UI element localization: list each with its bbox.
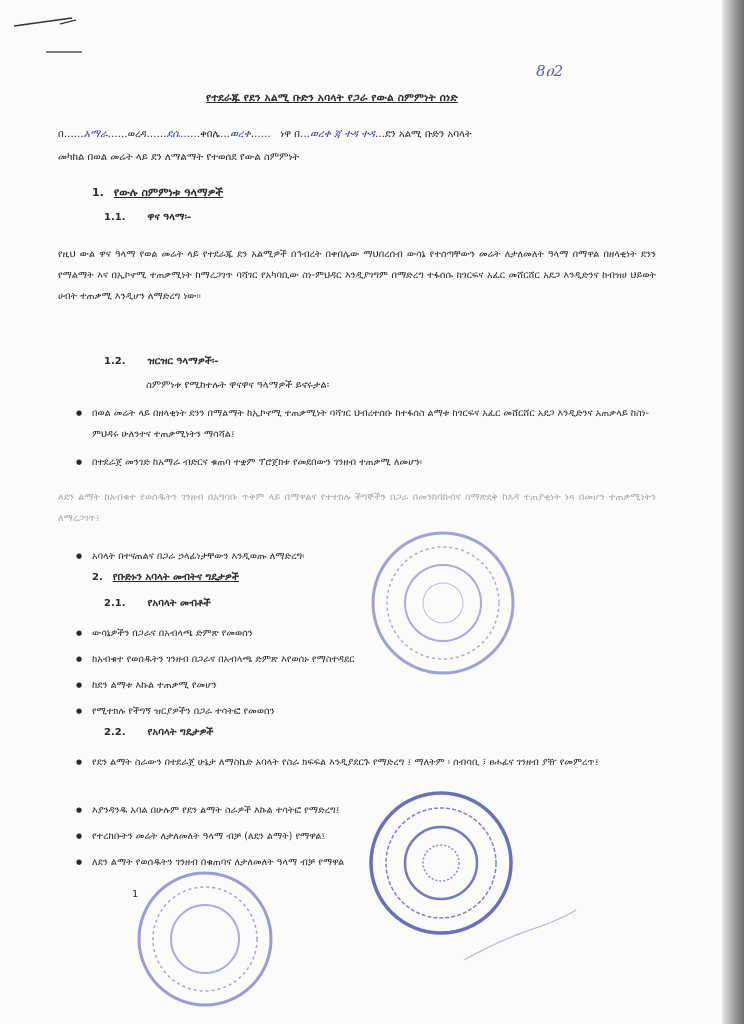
subsection-2-1-heading: 2.1. የአባላት መብቶች [104, 598, 211, 609]
document-title: የተደራጁ የደን አልሚ ቡድን አባላት የጋራ የውል ስምምነት ሰነድ [206, 92, 458, 104]
page-number: 1 [132, 889, 139, 900]
list-item: ● የሚተክሉ የችግኝ ዝርያዎችን በጋራ ተሳትፎ የመወሰን [76, 701, 672, 722]
objectives-lead: ስምምነቱ የሚከተሉት ዋናዋና ዓላማዎች ይኖሩታል፡ [146, 380, 330, 391]
pen-scribble [10, 10, 90, 60]
stamp-seal-3 [134, 868, 276, 1010]
subsection-1-1-heading: 1.1. ዋና ዓላማ፡- [104, 212, 192, 223]
faded-paragraph: ለደን ልማት ከአብቁተ የወሰዱትን ገንዘብ በአግባቡ ጥቅም ላይ በማዋልና የተተከሉ ችግኞችን በጋራ በመንከባከብና በማጽደቅ ከእዳ ተጠያቂነት ነጻ በመሆን ተጠቃሚነትን ለማረጋገጥ፤ [58, 492, 656, 524]
signature-stroke [460, 900, 580, 970]
intro-line-1: በ……አማራ……ወረዳ……ደሴ……ቀበሌ…ወረቀ…… ነዋ በ…ወረቀ ጃ ተዳ ተዳ…ደን አልሚ ቡድን አባላት [58, 128, 472, 140]
filled-woreda: ደሴ [166, 128, 181, 140]
list-item: ● የተረከቡትን መሬት ለታለመለት ዓላማ ብቻ (ለደን ልማት) የማዋል፤ [76, 826, 672, 847]
list-item: ● ከአብቁተ የወሰዱትን ገንዘብ በጋራና በአብላጫ ድምጽ እየወሰኑ የማስተዳደር [76, 649, 672, 670]
scan-edge-shadow [722, 0, 744, 1024]
list-item: ● በወል መሬት ላይ በዘላቂነት ደንን በማልማት ከኢኮኖሚ ተጠቃሚነት ባሻገር ህብረተሰቡ ከተፋሰስ ልማቱ ከጎርፍና አፈር መሸርሸር አደጋ እንዲድንና አጠቃላይ ከስነ-ምህዳሩ ሁለንተና ተጠቃሚነትን ማሳሻል፤ [76, 403, 672, 445]
main-objective-paragraph: የዚህ ውል ዋና ዓላማ የወል መሬት ላይ የተደራጁ ደን አልሚዎች በኅብረት በቀበሌው ማህበረሰብ ውሳኔ የተሰጣቸውን መሬት ለታለመለት ዓላማ በማዋል በዘላቂነት ደንን የማልማት እና በኢኮኖሚ ተጠቃሚነት ከማረጋገጥ ባሻገር የአካባቢው ስነ-ምህዳር እንዲያገግም በማድረግ ተፋሰሱ ከጎርፍና አፈር መሸርሸር አደጋ እንዲድንና ከብዝሀ ህይወት ሀብት ተጠቃሚ እንዲሆን ለማድረግ ነው፡፡ [58, 249, 656, 302]
intro-line-2: መካከል በወል መሬት ላይ ደን ለማልማት የተወሰደ የውል ስምምነት [58, 152, 300, 163]
filled-group-name: ወረቀ ጃ ተዳ ተዳ [310, 128, 375, 140]
list-item: ● የደን ልማት ስራውን በተደራጀ ሁኔታ ለማስኬድ አባላት የስራ ክፍፍል እንዲያደርጉ የማድረግ ፤ ማለትም ፡ ሰብሳቢ ፣ ፀሐፊና ገንዘብ ያዥ የመምረጥ፤ [76, 752, 672, 773]
filled-kebele: ወረቀ [229, 128, 251, 140]
list-item: ● በተደራጀ መንገድ ከአማራ ብድርና ቁጠባ ተቋም ፕሮጀክቱ የመደበውን ገንዘብ ተጠቃሚ ለመሆን፡ [76, 452, 672, 473]
section-2-heading: 2. የቡድኑን አባላት መብትና ግዴታዎች [92, 572, 239, 583]
list-item: ● እያንዳንዱ አባል በሁሉም የደን ልማት ስራዎች እኩል ተሳትፎ የማድረግ፤ [76, 800, 672, 821]
stamp-seal-1 [368, 528, 518, 678]
list-item: ● ውሳኔዎችን በጋራና በአብላጫ ድምጽ የመወሰን [76, 623, 672, 644]
list-item: ● ከደን ልማቱ እኩል ተጠቃሚ የመሆን [76, 675, 672, 696]
subsection-1-2-heading: 1.2. ዝርዝር ዓላማዎች፡- [104, 356, 219, 367]
list-item: ● አባላት በተናጠልና በጋራ ኃላፊነታቸውን እንዲወጡ ለማድረግ፡ [76, 546, 672, 567]
filled-region: አማራ [83, 128, 108, 140]
list-item: ● ለደን ልማት የወሰዱትን ገንዘብ በቁጠባና ለታለመለት ዓላማ ብቻ የማዋል [76, 852, 672, 873]
subsection-2-2-heading: 2.2. የአባላት ግዴታዎች [104, 727, 214, 738]
section-1-heading: 1. የውሉ ስምምነቱ ዓላማዎች [92, 186, 224, 199]
handwritten-number: 8ዐ2 [536, 62, 564, 80]
